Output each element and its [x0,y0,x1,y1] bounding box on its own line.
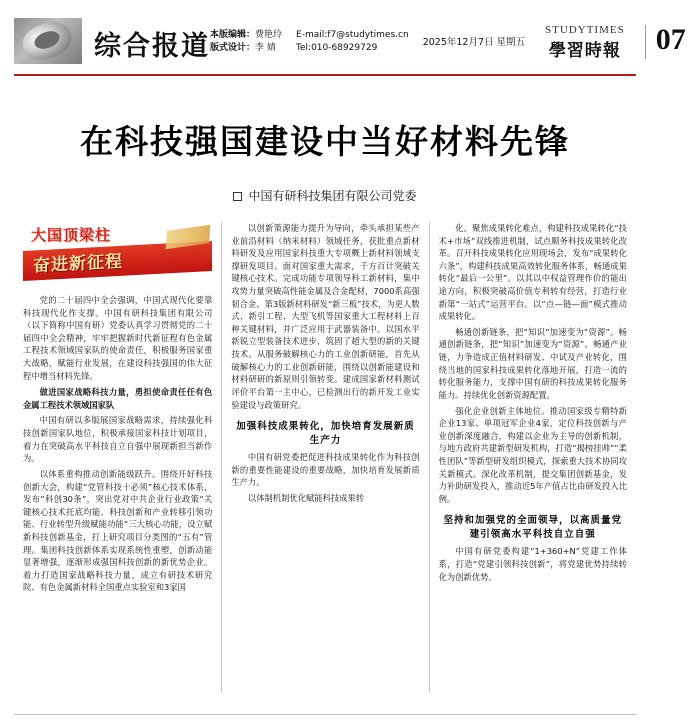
brand-english: STUDYTIMES [545,23,625,36]
decorative-banner [23,222,212,288]
editor-value-1: 费艳玲 [255,29,283,40]
issue-date: 2025年12月7日 星期五 [422,37,526,48]
tel-value: 010-68929729 [311,43,378,53]
contact-info [296,29,409,56]
newspaper-page [0,14,686,723]
newspaper-logo-icon [14,18,82,64]
byline-text: 中国有研科技集团有限公司党委 [248,189,417,203]
column-3 [429,222,636,692]
banner-top-text: 大国顶梁柱 [31,226,112,244]
paragraph: 化。聚焦成果转化难点，构建科技成果转化“技术+市场”双线推进机制，试点顺务科技成果转化改革。召开科技成果转化应用现场会，发布“成果转化六条”，构建科技成果高效转化服务体系，畅通成果转化“最后一公里”。以其以中权益管理作价的能出途方向，积极突破高价值专利转有经营，打造行业新第“一站式”运营平台。以“点—链—面”模式推动成果转化。 [438,223,627,322]
editor-label-1: 本版编辑： [210,29,256,40]
paragraph: 以体系重构推动创新能级跃升。围绕开好科技创新大会，构建“党管科技十必须”核心技术体系，发布“科创30条”，突出党对中共企业行业政策“关键核心技术托底均能、科技创新和产业转移引领功能、行业转型升级赋能功能”三大核心功能，设立赋新科技创新基金，打上研究项目分类图的“五有”管理。集团科技创新体系实现系统性重塑，创新动能显著增强，逐渐形成强国科技创新的新优势企业。着力打造国家战略科技力量，成立有研技术研究院、有色金属新材料全国重点实验室和3家国 [23,468,213,593]
masthead [14,14,686,76]
editor-info [210,29,282,56]
editor-value-2: 李 婧 [255,43,276,53]
section-subhead: 坚持和加强党的全面领导，以高质量党建引领高水平科技自立自强 [443,515,623,541]
article-columns [14,222,636,692]
paragraph: 党的二十届四中全会强调，中国式现代化要靠科技现代化作支撑。中国有研科技集团有限公司（以下简称中国有研）党委认真学习贯彻党的二十届四中全会精神，牢牢把握新时代新征程有色金属工程技术领域国家队的使命责任，积极服务国家重大战略，赋能行业发展，在建设科技强国的伟大征程中增当材料先锋。 [23,295,213,381]
page-title: 在科技强国建设中当好材料先锋 [80,122,570,161]
column-1 [14,222,221,692]
brand [539,24,631,61]
section-subhead: 加强科技成果转化，加快培育发展新质生产力 [236,421,415,447]
paragraph: 畅通创新链条，把“知识”加速变为“资源”。畅通创新链条，把“知识”加速变为“资源”。畅通产业链，力争造成正值材料研发、中试及产业转化，围绕当地的国家科技成果转化落地开展，打造一流的转化服务能力，支撑中国有研的科技成果转化服务能力。持续优化创新资源配置。 [438,326,627,400]
lead-subhead: 做进国家战略科技力量，勇担使命责任任有色金属工程技术领域国家队 [23,387,213,410]
paragraph: 中国有研党委把促进科技成果转化作为科技创新的重要性能建设的重要战略，加快培育发展新质生产力。 [231,452,420,488]
paragraph: 中国有研党委构建“1+360+N”党建工作体系，打造“党建引领科技创新”，将党建优势持续转化为创新优势。 [438,546,627,582]
byline [0,187,650,204]
masthead-meta [210,14,688,74]
email-value[interactable]: f7@studytimes.cn [327,29,409,40]
paragraph: 以创新策源能力提升为导向，牵头承担某些产业前沿材料（纳米材料）领域任务，获批重点新材料研发及应用国家科技重大专项概上新材料领域支撑研发项目。面对国家重大需求，千方百计突破关键核心技术。完成功能专项领导科工新材料，集中攻势力量突破高性能金属及合金配材，7000系高强韧合金、第3版新材料研发“新三板”技术，为更人数式、新引工程、大型飞机等国家重大工程材料上百种关键材料，并广泛应用于武器装备中。以国水平新锐立型装备技术进步，筑固了超大型的新的关键技术。从服务破解核心力的工业创新研能，首先从破解核心力的工业创新研能，围绕以创新能建设和材料研研的新原则引领转变。建成国家新材料测试评价平台第一主中心，已检测出行的新开发工业实验建设与政策研究。 [231,223,420,410]
bullet-square-icon [233,192,242,201]
email-label: E-mail: [296,29,328,40]
paragraph: 强化企业创新主体地位。推动国家级专精特新企业13家、单项冠军企业4家，定位科技创新与产业创新深度融合，构建以企业为主导的创新机制，与地方政府共建新型研发机构，打造“揭榜挂帅”“柔性团队”等新型研发组织模式，探索重大技术协同攻关新模式。深化改革机制，提交集团创新基金，发力补助研发投入，推动近5年产值占比由研发投入比例。 [438,405,627,504]
column-2 [221,222,428,692]
tel-label: Tel: [296,43,312,53]
editor-label-2: 版式设计： [210,43,256,53]
section-title: 综合报道 [94,31,210,62]
banner-main-text: 奋进新征程 [33,251,123,277]
page-number: 07 [645,25,688,59]
footer-divider [14,714,636,715]
paragraph: 中国有研以多版展国家战略需求，持续强化科技创新国家队地位，积极承接国家科技计划项目，着力在突破高水平科技自立自强中展现新担当新作为。 [23,415,213,464]
paragraph: 以体制机制优化赋能科技成果转 [247,492,365,503]
brand-chinese: 學習時報 [548,40,621,61]
